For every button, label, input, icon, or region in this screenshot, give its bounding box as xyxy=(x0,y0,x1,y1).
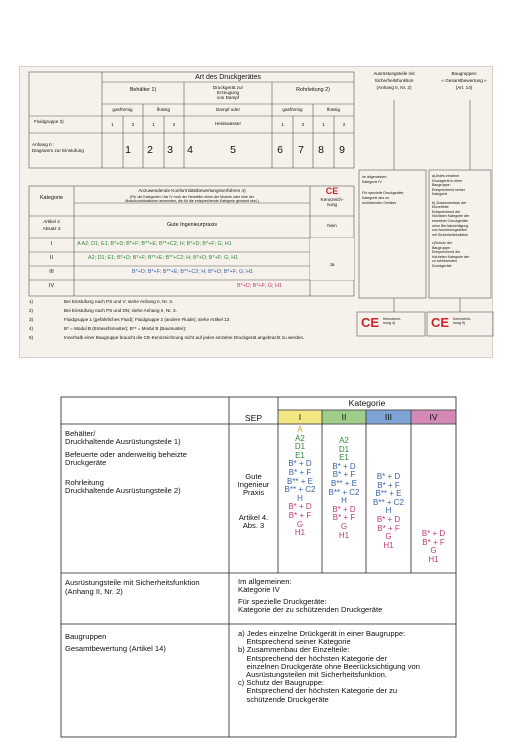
ausr-title-1: Ausrüstungsteile mit xyxy=(373,71,415,76)
befeuerte-label-2: Druckgeräte xyxy=(65,458,107,467)
col-I-item-12: H1 xyxy=(294,528,306,538)
diagram-number-4: 4 xyxy=(187,144,193,156)
col-II-item-5: B** + E xyxy=(330,478,357,488)
sep-text-3: Praxis xyxy=(242,488,265,497)
ausr-label-2: (Anhang II, Nr. 2) xyxy=(65,587,123,596)
diagram-number-9: 9 xyxy=(339,144,345,156)
baugr-box-line-15: c)Schutz der xyxy=(432,240,453,245)
rohrleitung-header: Rohrleitung 2) xyxy=(296,87,330,93)
col-III-item-1: B* + F xyxy=(377,480,400,490)
category-row-I: I xyxy=(50,241,53,247)
col-I-modules xyxy=(278,426,322,538)
baugr-desc-line-7: Entsprechend der höchsten Kategorie der zu xyxy=(238,686,398,696)
baugr-label-1: Baugruppen xyxy=(65,632,107,641)
col-II-item-1: D1 xyxy=(338,444,350,454)
footnote-1-num: 1) xyxy=(29,299,34,304)
baugr-desc-line-1: Entsprechend seiner Kategorie xyxy=(238,637,351,647)
sub-7: 1 xyxy=(322,122,325,127)
gasfoermig2-label: gasförmig xyxy=(282,107,303,112)
baugr-box-line-6: b) Zusammenbau der xyxy=(432,200,467,205)
anhang-label-2: Diagramm zur Einstufung xyxy=(32,148,84,153)
col-I-item-11: G xyxy=(296,519,304,529)
anhang-label-1: Anhang II : xyxy=(32,142,55,147)
nein-label: Nein xyxy=(327,223,337,228)
rohr-label-2: Druckhaltende Ausrüstungsteile 2) xyxy=(65,486,181,495)
ce-mark-icon: CE xyxy=(325,186,339,196)
gute-praxis-label: Gute Ingenieurpraxis xyxy=(166,222,218,228)
col-III-item-4: H xyxy=(385,506,392,516)
col-II-item-9: B* + F xyxy=(332,513,356,523)
baugr-box-line-7: Einzelteile: xyxy=(432,205,450,210)
footnote-3-num: 3) xyxy=(29,317,34,322)
footnote-2-text: Bei Einstufung nach PS und DN; siehe Anhang II, Nr. 3. xyxy=(64,308,177,313)
diagram-number-8: 8 xyxy=(318,144,324,156)
sub-2: 2 xyxy=(131,122,135,127)
diagram-number-6: 6 xyxy=(277,144,283,156)
baugr-box-line-16: Baugruppe: xyxy=(432,245,451,250)
footnote-2-num: 2) xyxy=(29,308,34,313)
baugr-desc-line-0: a) Jedes einzelne Drückgerät in einer Baugruppe: xyxy=(238,629,406,638)
druckgeraet-header-2: Erzeugung xyxy=(216,90,240,95)
baugr-box-line-1: Druckgerät in einer xyxy=(432,178,463,183)
druckgeraet-header-3: von Dampf xyxy=(216,95,240,100)
col-III-item-3: B** + C2 xyxy=(373,497,404,507)
baugr-box-line-2: Baugruppe: xyxy=(432,183,451,188)
ausr-title-2: Sicherheitsfunktion xyxy=(374,78,414,83)
footnote-1-text: Bei Einstufung nach PS und V; siehe Anhang II, Nr. 3. xyxy=(64,299,174,304)
artikel-label-2: Absatz 3 xyxy=(42,226,61,231)
diagram-number-1: 1 xyxy=(125,144,131,156)
col-IV-modules xyxy=(411,530,456,564)
ausr-box-1: Im allgemeinen: xyxy=(362,175,388,179)
ausr-desc-1: Im allgemeinen: xyxy=(238,577,292,586)
baugr-box-line-17: Entsprechend der xyxy=(432,250,461,255)
footnote-3-text: Fluidgruppe 1 (gefährliches Fluid); Fluidgruppe 2 (andere Fluide); siehe Artikel 13 xyxy=(64,317,230,322)
ausr-label-1: Ausrüstungsteile mit Sicherheitsfunktion xyxy=(65,578,200,587)
ausr-desc-2: Kategorie IV xyxy=(238,585,280,594)
dampf-label-2: Heisswasser xyxy=(214,121,242,126)
verfahren-title: Anzuwendende Konformitätsbewertungsverfahren 4) xyxy=(138,188,246,193)
col-II-item-6: B** + C2 xyxy=(328,487,360,497)
behaelter-label-2: Druckhaltende Ausrüstungsteile 1) xyxy=(65,437,181,446)
sep-text-4: Artikel 4. xyxy=(238,513,269,522)
category-row-IV: IV xyxy=(48,283,55,289)
fluidgruppe-label: Fluidgruppe 3) xyxy=(34,119,64,124)
col-III-item-7: G xyxy=(385,532,392,542)
rohr-label-1: Rohrleitung xyxy=(65,478,104,487)
ausr-title-3: (Anhang II, Nr. 2) xyxy=(376,85,412,90)
col-header-III: III xyxy=(384,412,393,422)
sub-3: 1 xyxy=(152,122,155,127)
sub-6: 2 xyxy=(301,122,305,127)
ce-kenn-a: Kennzeich- nung 4) xyxy=(383,317,401,325)
baugr-desc-line-2: b) Zusammenbau der Einzelteile: xyxy=(238,645,350,655)
col-II-item-2: E1 xyxy=(339,453,349,463)
baugr-desc-line-3: Entsprechend der höchsten Kategorie der xyxy=(238,653,388,663)
sep-header: SEP xyxy=(244,413,263,423)
baugr-box-line-0: a)Jedes einzelne xyxy=(432,174,460,178)
bottom-kategorie-header: Kategorie xyxy=(348,398,386,408)
diagram-number-2: 2 xyxy=(147,144,153,156)
baugr-desc-line-4: einzelnen Druckgeräte ohne Beerücksichtigung von xyxy=(238,661,420,671)
verfahren-note-2: Modulkombinationen anwenden, die für die entsprechende Kategorie genannt sind.) xyxy=(125,199,259,203)
sep-text-2: Ingenieur xyxy=(237,480,270,489)
baugr-desc xyxy=(238,630,454,704)
col-I-item-8: H xyxy=(297,493,303,503)
ausr-desc-3: Für spezielle Druckgeräte: xyxy=(238,597,327,606)
ausr-box-3: Für spezielle Druckgeräte: xyxy=(362,191,404,195)
verfahren-note-1: (Für die Kategorien I bis IV muß der Hersteller eines der Module oder eine der xyxy=(129,195,255,199)
col-III-item-0: B* + D xyxy=(376,472,401,481)
col-I-item-6: B** + E xyxy=(286,476,313,486)
ausr-desc-4: Kategorie der zu schützenden Druckgeräte xyxy=(238,605,383,614)
col-header-IV: IV xyxy=(429,412,438,422)
kennzeichnung-header: Kennzeich- nung xyxy=(320,197,344,207)
col-II-item-7: H xyxy=(341,496,347,506)
baugr-box-line-3: Entsprechend seiner xyxy=(432,187,465,192)
footnote-5-num: 5) xyxy=(29,335,34,340)
ja-label: Ja xyxy=(329,262,335,267)
baugr-box-line-8: Entsprechend der xyxy=(432,209,461,214)
col-I-item-5: B* + F xyxy=(288,467,312,477)
col-I-item-0: A xyxy=(297,425,303,434)
footnote-5-text: Innerhalb einer Baugruppe braucht die CE-Kennzeichnung nicht auf jedes einzelne Druckgerät angebracht zu werden. xyxy=(64,335,305,340)
col-I-item-3: E1 xyxy=(295,450,305,460)
footnote-4-num: 4) xyxy=(29,326,34,331)
fluessig-label: flüssig xyxy=(156,107,171,112)
ausr-box-5: schützenden Gerätes xyxy=(362,201,397,205)
artikel-label-1: Artikel 4 xyxy=(43,219,60,224)
col-I-item-10: B* + F xyxy=(288,510,312,520)
col-III-item-6: B* + F xyxy=(377,523,400,533)
sub-8: 2 xyxy=(342,122,346,127)
col-II-item-0: A2 xyxy=(339,436,349,445)
sub-4: 2 xyxy=(172,122,176,127)
sub-1: 1 xyxy=(111,122,114,127)
baugr-desc-line-8: schützende Druckgeräte xyxy=(238,694,329,704)
col-II-item-3: B* + D xyxy=(332,461,356,471)
baugr-desc-line-5: Ausrüstungsteilen mit Sicherheitsfunktion. xyxy=(238,670,387,680)
ausr-box-4: Kategorie des zu xyxy=(362,196,389,200)
ausr-box-2: Kategorie IV xyxy=(362,180,382,184)
druckgeraet-header-1: Druckgerät zur xyxy=(212,85,244,90)
gasfoermig-label: gasförmig xyxy=(112,107,133,112)
footnote-4-text: B* = Modul B (Entwurfsmuster); B** = Modul B (Baumuster); xyxy=(64,326,187,331)
category-row-I-modules: A A2; D1; E1; B*+D; B*+F; B**+E; B**+C2; H; B*+D; B*+F; G; H1 xyxy=(77,241,232,247)
col-II-item-4: B* + F xyxy=(332,470,356,480)
baugr-box-line-12: von Ausrüstungsteilen xyxy=(432,228,468,233)
category-row-II-modules: A2; D1; E1; B*+D; B*+F; B**+E; B**+C2; H; B*+D; B*+F; G; H1 xyxy=(88,255,239,261)
col-I-item-4: B* + D xyxy=(288,459,312,469)
ce-mark-icon-b: CE xyxy=(431,315,450,330)
col-III-item-8: H1 xyxy=(383,540,394,550)
col-II-item-8: B* + D xyxy=(332,504,356,514)
baugr-box-line-9: höchsten Kategorie der xyxy=(432,214,470,219)
baugr-box-line-13: mit Sicherheitsfunktion xyxy=(432,232,469,237)
dampf-label-1: Dampf oder xyxy=(215,107,240,112)
col-I-item-1: A2 xyxy=(295,433,305,443)
baugr-title-3: (Art. 14) xyxy=(455,85,473,90)
diagram-number-5: 5 xyxy=(230,144,236,156)
baugr-box-line-20: Druckgeräte xyxy=(432,263,452,268)
behaelter-header: Behälter 1) xyxy=(129,87,157,93)
baugr-box-line-10: einzelnen Druckgeräte xyxy=(432,218,468,223)
col-IV-item-0: B* + D xyxy=(421,529,446,538)
baugr-box-line-19: zu schützenden xyxy=(432,259,458,264)
kategorie-header: Kategorie xyxy=(39,195,64,201)
col-I-item-7: B** + C2 xyxy=(284,485,316,495)
baugr-box-line-18: höchsten Kategorie der xyxy=(432,254,470,259)
baugr-desc-line-6: c) Schutz der Baugruppe: xyxy=(238,678,325,688)
col-IV-item-1: B* + F xyxy=(422,537,445,547)
col-II-item-11: H1 xyxy=(338,530,350,540)
col-III-item-5: B* + D xyxy=(376,514,401,524)
behaelter-label-1: Behälter/ xyxy=(65,429,96,438)
baugr-title-1: Baugruppen xyxy=(451,71,477,76)
col-IV-item-3: H1 xyxy=(428,554,439,564)
baugr-box-line-11: ohne Berücksichtigung xyxy=(432,223,469,228)
diagram-number-3: 3 xyxy=(167,144,173,156)
col-I-item-9: B* + D xyxy=(288,502,312,512)
ce-mark-icon-a: CE xyxy=(361,315,380,330)
category-row-III: III xyxy=(49,269,54,275)
col-II-modules xyxy=(322,437,366,540)
col-III-item-2: B** + E xyxy=(375,489,402,499)
col-I-item-2: D1 xyxy=(294,442,306,452)
col-III-modules xyxy=(366,473,411,550)
col-II-item-10: G xyxy=(340,521,348,531)
col-header-I: I xyxy=(298,412,302,422)
col-IV-item-2: G xyxy=(430,546,437,556)
category-row-II: II xyxy=(50,255,53,261)
baugr-title-2: « Gesamtbewertung » xyxy=(441,78,487,83)
sub-5: 1 xyxy=(281,122,284,127)
fluessig2-label: flüssig xyxy=(326,107,341,112)
category-row-IV-modules: B*+D; B*+F; G; H1 xyxy=(237,283,282,289)
ce-kenn-b: Kennzeich- nung 5) xyxy=(453,317,471,325)
art-title: Art des Druckgerätes xyxy=(195,74,261,81)
col-header-II: II xyxy=(341,412,347,422)
sep-text-1: Gute xyxy=(245,472,262,481)
baugr-box-line-4: Kategorie xyxy=(432,192,448,197)
diagram-number-7: 7 xyxy=(298,144,304,156)
baugr-label-2: Gesamtbewertung (Artikel 14) xyxy=(65,644,166,653)
category-row-III-modules: B*+D; B*+F; B**+E; B**+C2; H; B*+D; B*+F; G; H1 xyxy=(132,269,254,275)
sep-text-5: Abs. 3 xyxy=(242,521,265,530)
befeuerte-label-1: Befeuerte oder anderweitig beheizte xyxy=(65,450,188,459)
